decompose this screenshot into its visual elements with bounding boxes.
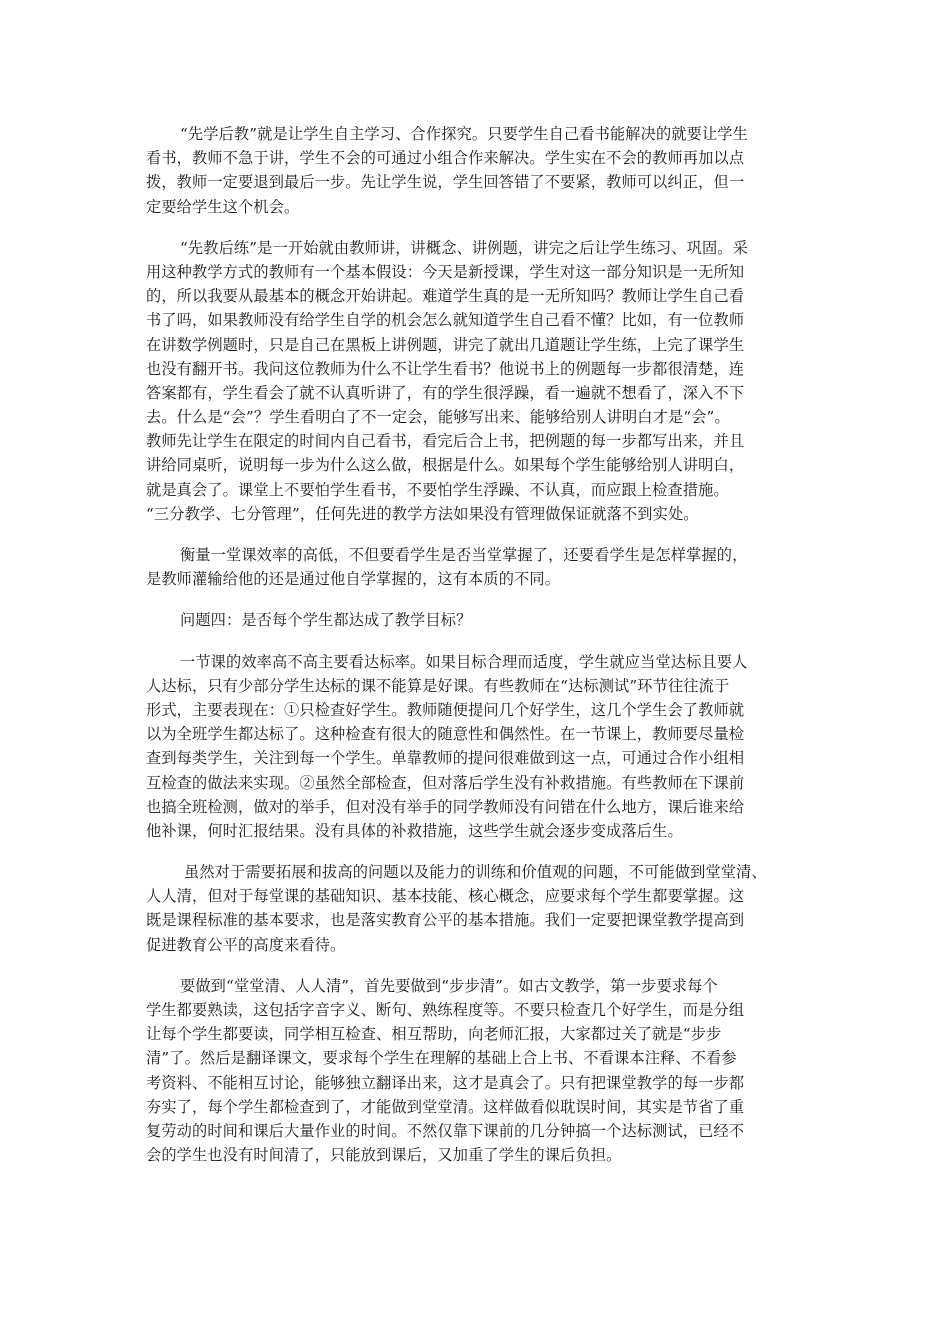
text-line: 考资料、不能相互讨论，能够独立翻译出来，这才是真会了。只有把课堂教学的每一步都 [146,1073,745,1092]
text-line: 人达标，只有少部分学生达标的课不能算是好课。有些教师在“达标测试”环节往往流于 [146,676,730,695]
text-line: 是教师灌输给他的还是通过他自学掌握的，这有本质的不同。 [146,570,561,589]
text-line: 学生都要熟读，这包括字音字义、断句、熟练程度等。不要只检查几个好学生，而是分组 [146,1001,745,1019]
text-line: 夯实了，每个学生都检查到了，才能做到堂堂清。这样做看似耽误时间，其实是节省了重 [146,1097,745,1116]
text-line: 虽然对于需要拓展和拔高的问题以及能力的训练和价值观的问题，不可能做到堂堂清、 [184,863,767,882]
text-line: 互检查的做法来实现。②虽然全部检查，但对落后学生没有补救措施。有些教师在下课前 [146,773,745,792]
text-line: 复劳动的时间和课后大量作业的时间。不然仅靠下课前的几分钟搞一个达标测试，已经不 [146,1121,745,1140]
text-line: 定要给学生这个机会。 [146,197,300,216]
document-page [146,122,816,1184]
text-line: 会的学生也没有时间清了，只能放到课后，又加重了学生的课后负担。 [146,1146,622,1165]
text-line: 讲给同桌听，说明每一步为什么这么做，根据是什么。如果每个学生能够给别人讲明白， [146,456,745,475]
text-line: 形式，主要表现在：①只检查好学生。教师随便提问几个好学生，这几个学生会了教师就 [146,700,745,719]
text-line: 一节课的效率高不高主要看达标率。如果目标合理而适度，学生就应当堂达标且要人 [180,652,748,671]
text-line: “三分教学、七分管理”，任何先进的教学方法如果没有管理做保证就落不到实处。 [146,504,699,523]
paragraph-xianxue-houjiao [146,122,816,219]
text-line: 也搞全班检测，做对的举手，但对没有举手的同学教师没有问错在什么地方，课后谁来给 [146,797,745,816]
text-line: 促进教育公平的高度来看待。 [146,935,346,954]
paragraph-pass-rate [146,650,816,844]
text-line: “先教后练”是一开始就由教师讲，讲概念、讲例题，讲完之后让学生练习、巩固。采 [180,238,748,257]
text-line: “先学后教”就是让学生自主学习、合作探究。只要学生自己看书能解决的就要让学生 [180,125,748,143]
paragraph-xianjiao-houlian [146,236,816,526]
text-line: 也没有翻开书。我问这位教师为什么不让学生看书？他说书上的例题每一步都很清楚，连 [146,359,745,378]
text-line: 查到每类学生，关注到每一个学生。单靠教师的提问很难做到这一点，可通过合作小组相 [146,749,745,768]
text-line: 清”了。然后是翻译课文，要求每个学生在理解的基础上合上书、不看课本注释、不看参 [146,1049,737,1068]
text-line: 教师先让学生在限定的时间内自己看书，看完后合上书，把例题的每一步都写出来，并且 [146,432,745,451]
paragraph-step-by-step [146,974,816,1168]
text-line: 去。什么是“会”？学生看明白了不一定会，能够写出来、能够给别人讲明白才是“会”。 [146,408,730,427]
text-line: 拨，教师一定要退到最后一步。先让学生说，学生回答错了不要紧，教师可以纠正，但一 [146,173,745,192]
text-line: 用这种教学方式的教师有一个基本假设：今天是新授课，学生对这一部分知识是一无所知 [146,262,745,281]
paragraph-class-efficiency [146,543,816,591]
text-line: 在讲数学例题时，只是自己在黑板上讲例题，讲完了就出几道题让学生练，上完了课学生 [146,335,745,354]
text-line: 答案都有，学生看会了就不认真听讲了，有的学生很浮躁，看一遍就不想看了，深入不下 [146,383,745,402]
text-line: 以为全班学生都达标了。这种检查有很大的随意性和偶然性。在一节课上，教师要尽量检 [146,725,745,744]
text-line: 的，所以我要从最基本的概念开始讲起。难道学生真的是一无所知吗？教师让学生自己看 [146,287,745,306]
text-line: 就是真会了。课堂上不要怕学生看书，不要怕学生浮躁、不认真，而应跟上检查措施。 [146,480,729,499]
text-line: 要做到“堂堂清、人人清”，首先要做到“步步清”。如古文教学，第一步要求每个 [180,976,718,995]
section-heading: 问题四：是否每个学生都达成了教学目标？ [180,611,472,630]
text-line: 衡量一堂课效率的高低，不但要看学生是否当堂掌握了，还要看学生是怎样掌握的， [180,546,748,564]
text-line: 既是课程标准的基本要求，也是落实教育公平的基本措施。我们一定要把课堂教学提高到 [146,911,745,930]
text-line: 他补课，何时汇报结果。没有具体的补救措施，这些学生就会逐步变成落后生。 [146,821,683,840]
paragraph-education-equity [146,860,816,957]
text-line: 书了吗，如果教师没有给学生自学的机会怎么就知道学生自己看不懂？比如，有一位教师 [146,311,745,330]
question-four-heading [146,608,816,632]
text-line: 人人清，但对于每堂课的基础知识、基本技能、核心概念，应要求每个学生都要掌握。这 [146,887,745,906]
text-line: 让每个学生都要读，同学相互检查、相互帮助，向老师汇报，大家都过关了就是“步步 [146,1025,722,1044]
text-line: 看书，教师不急于讲，学生不会的可通过小组合作来解决。学生实在不会的教师再加以点 [146,149,745,168]
